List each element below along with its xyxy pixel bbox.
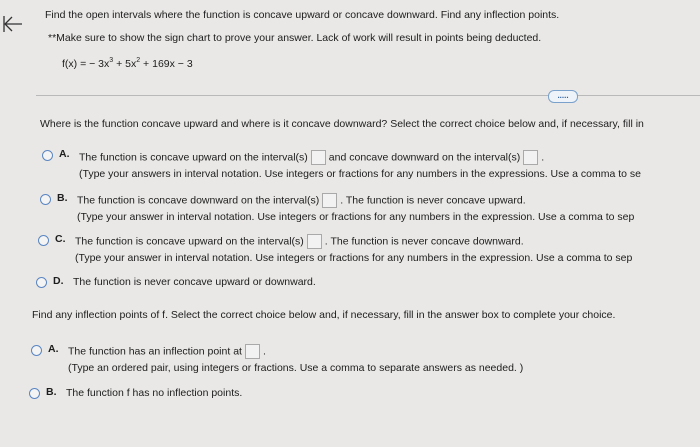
part2-option-a-radio[interactable] [31,345,42,356]
back-arrow-icon[interactable] [2,14,24,34]
part1-option-c-letter: C. [55,233,66,245]
part1-option-d-letter: D. [53,275,64,287]
part1-option-b-radio[interactable] [40,194,51,205]
part2-option-a-note: (Type an ordered pair, using integers or fractions. Use a comma to separate answers as needed. ) [68,362,524,374]
question-note: **Make sure to show the sign chart to prove your answer. Lack of work will result in points being deducted. [48,32,542,44]
part1-option-b-note: (Type your answer in interval notation. Use integers or fractions for any numbers in the expression. Use a comma to sep [77,211,635,223]
part1-option-c-radio[interactable] [38,235,49,246]
part2-option-b: The function f has no inflection points. [66,387,243,399]
question-instruction: Find the open intervals where the function is concave upward or concave downward. Find any inflection points. [45,9,560,21]
part2-option-b-letter: B. [46,386,57,398]
part1-option-c-note: (Type your answer in interval notation. Use integers or fractions for any numbers in the expression. Use a comma to sep [75,252,633,264]
part1-option-b: The function is concave downward on the interval(s) . The function is never concave upward. (Type your answer in interval notation. Use integers or fractions for any numbers in the expression. Use a comma to sep [77,194,635,223]
inflection-point-answer-box[interactable] [245,344,260,359]
part1-option-c: The function is concave upward on the interval(s) . The function is never concave downward. (Type your answer in interval notation. Use integers or fractions for any numbers in the expression. Use a comma to sep [75,235,633,264]
function-expression: f(x) = − $3x^3 + 5x^2 + 169x - 3$ [62,56,193,70]
option-c-answer-box[interactable] [307,234,322,249]
option-b-answer-box[interactable] [322,193,337,208]
concave-up-answer-box[interactable] [311,150,326,165]
part2-prompt: Find any inflection points of f. Select the correct choice below and, if necessary, fill in the answer box to complete your choice. [32,309,616,321]
part1-option-a-letter: A. [59,148,70,160]
part2-option-a: The function has an inflection point at . (Type an ordered pair, using integers or fractions. Use a comma to separate answers as needed. ) [68,345,524,374]
divider [36,95,700,96]
concave-down-answer-box[interactable] [523,150,538,165]
part1-option-d-radio[interactable] [36,277,47,288]
part1-option-a-note: (Type your answers in interval notation. Use integers or fractions for any numbers in the expressions. Use a comma to se [79,168,642,180]
part1-option-b-letter: B. [57,192,68,204]
part1-option-a-radio[interactable] [42,150,53,161]
part1-option-d: The function is never concave upward or downward. [73,276,316,288]
expand-more-button[interactable]: ..... [548,90,578,103]
part1-prompt: Where is the function concave upward and where is it concave downward? Select the correct choice below and, if necessary, fill in [40,118,644,130]
part1-option-a: The function is concave upward on the interval(s) and concave downward on the interval(s) . (Type your answers in interval notation. Use integers or fractions for any numbers in the expressions. Use a comma to se [79,151,642,180]
part2-option-b-radio[interactable] [29,388,40,399]
part2-option-a-letter: A. [48,343,59,355]
